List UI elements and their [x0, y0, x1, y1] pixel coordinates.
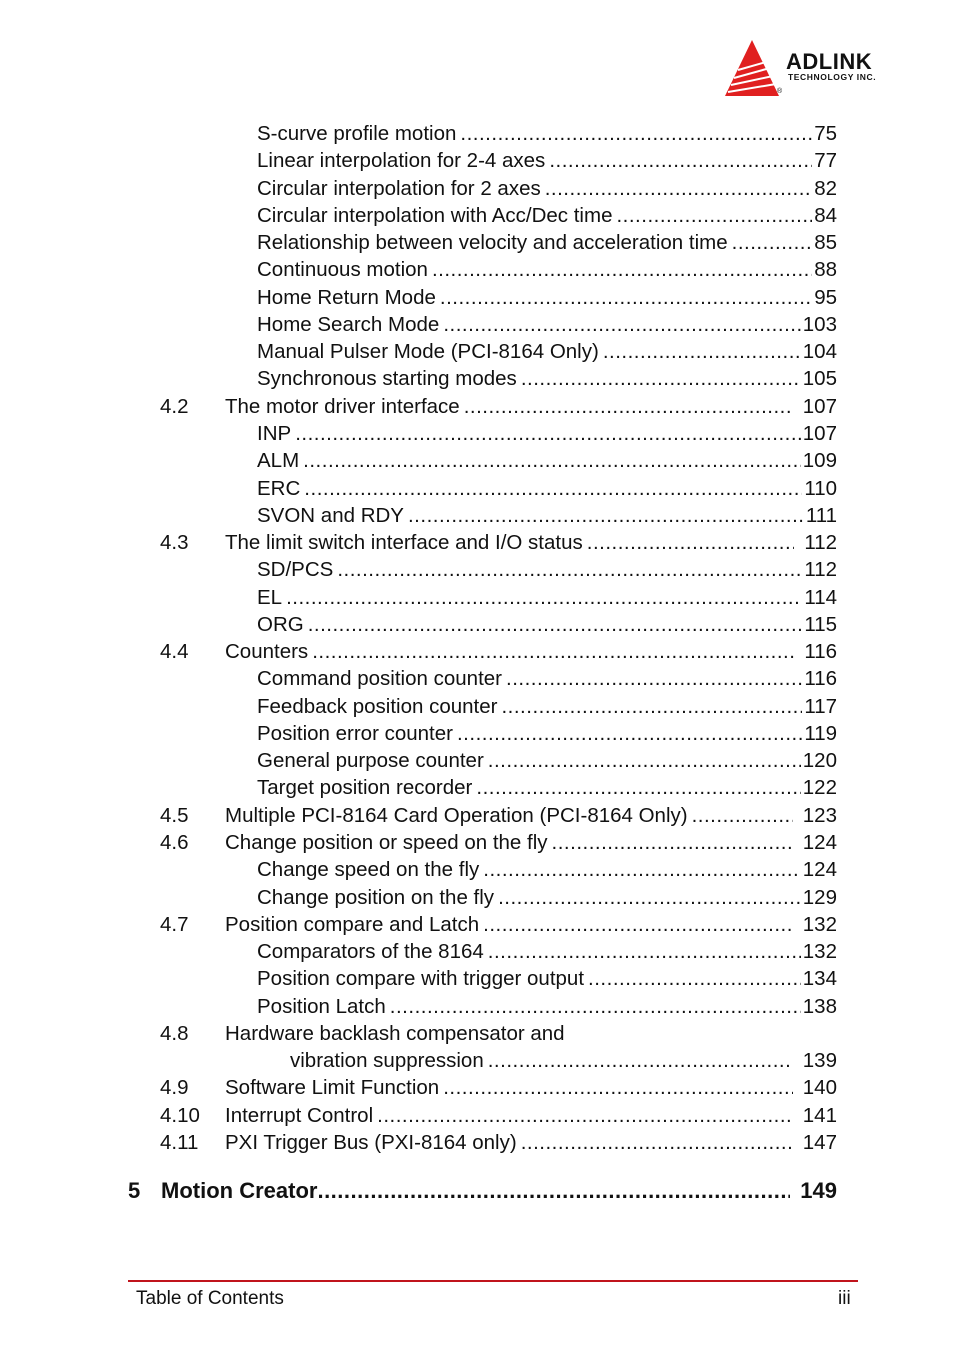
entry-title: Change position on the fly [257, 884, 498, 911]
entry-title: Circular interpolation with Acc/Dec time [257, 202, 616, 229]
dot-leader [483, 856, 801, 883]
entry-title: Change speed on the fly [257, 856, 483, 883]
section-number: 4.3 [160, 531, 189, 555]
dot-leader [549, 147, 812, 174]
entry-title: Home Search Mode [257, 311, 443, 338]
entry-page-number: 129 [802, 885, 837, 909]
entry-page-number: 138 [802, 994, 837, 1018]
entry-page-number: 107 [802, 421, 837, 445]
toc-subentry[interactable] [257, 774, 837, 801]
dot-leader [545, 175, 812, 202]
entry-page-number: 139 [793, 1047, 837, 1074]
entry-page-number: 114 [804, 585, 837, 609]
entry-title: The limit switch interface and I/O status [225, 529, 587, 556]
entry-title: Target position recorder [257, 774, 476, 801]
section-number: 4.8 [160, 1021, 189, 1045]
entry-page-number: 132 [802, 940, 837, 964]
entry-title: Comparators of the 8164 [257, 938, 488, 965]
dot-leader [303, 447, 801, 474]
toc-subentry[interactable] [257, 665, 837, 692]
entry-page-number: 134 [802, 967, 837, 991]
toc-section-entry[interactable] [160, 1102, 837, 1129]
section-number: 4.5 [160, 803, 189, 827]
dot-leader [483, 911, 793, 938]
section-number: 4.4 [160, 640, 189, 664]
entry-title: Position Latch [257, 993, 390, 1020]
toc-section-entry[interactable] [160, 802, 837, 829]
dot-leader [440, 284, 812, 311]
entry-title: ORG [257, 611, 308, 638]
dot-leader [521, 365, 801, 392]
entry-page-number: 115 [804, 612, 837, 636]
dot-leader [587, 529, 795, 556]
chapter-number: 5 [128, 1178, 141, 1203]
section-number: 4.11 [160, 1130, 199, 1154]
entry-title: Circular interpolation for 2 axes [257, 175, 545, 202]
dot-leader [308, 611, 803, 638]
entry-page-number: 122 [802, 776, 837, 800]
entry-page-number: 105 [802, 367, 837, 391]
entry-page-number: 95 [814, 285, 837, 309]
entry-title: SD/PCS [257, 556, 337, 583]
chapter-page: 149 [800, 1178, 837, 1203]
entry-title: Multiple PCI-8164 Card Operation (PCI-8164 Only) [225, 802, 692, 829]
entry-title: Hardware backlash compensator and [225, 1020, 569, 1047]
toc-subentry[interactable] [257, 311, 837, 338]
entry-title: Continuous motion [257, 256, 432, 283]
toc-subentry[interactable] [257, 365, 837, 392]
toc-subentry[interactable] [257, 256, 837, 283]
dot-leader [390, 993, 801, 1020]
toc-subentry[interactable] [257, 229, 837, 256]
dot-leader [506, 665, 802, 692]
entry-page-number: 84 [814, 203, 837, 227]
toc-subentry[interactable] [257, 447, 837, 474]
toc-section-entry[interactable] [160, 911, 837, 938]
entry-page-number: 116 [794, 638, 837, 665]
entry-page-number: 140 [793, 1074, 837, 1101]
dot-leader [317, 1178, 790, 1204]
entry-title: ERC [257, 475, 304, 502]
entry-title: Synchronous starting modes [257, 365, 521, 392]
dot-leader [552, 829, 793, 856]
entry-page-number: 116 [804, 667, 837, 691]
dot-leader [443, 311, 800, 338]
section-number: 4.9 [160, 1076, 189, 1100]
entry-title: ALM [257, 447, 303, 474]
toc-section-entry[interactable] [160, 1074, 837, 1101]
dot-leader [457, 720, 802, 747]
toc-subentry[interactable] [257, 338, 837, 365]
toc-subentry[interactable] [257, 884, 837, 911]
toc-subentry[interactable] [257, 202, 837, 229]
toc-section-entry[interactable] [160, 638, 837, 665]
logo-wordmark: ADLINK [786, 49, 873, 74]
toc-subentry[interactable] [257, 584, 837, 611]
dot-leader [476, 774, 800, 801]
section-number: 4.10 [160, 1103, 200, 1127]
toc-subentry[interactable] [257, 475, 837, 502]
entry-title: Feedback position counter [257, 693, 501, 720]
adlink-triangle-icon [722, 38, 782, 100]
dot-leader [312, 638, 794, 665]
entry-title: PXI Trigger Bus (PXI-8164 only) [225, 1129, 521, 1156]
entry-page-number: 132 [793, 911, 837, 938]
dot-leader [377, 1102, 793, 1129]
dot-leader [295, 420, 801, 447]
toc-subentry[interactable] [257, 284, 837, 311]
dot-leader [488, 1047, 793, 1074]
entry-page-number: 120 [802, 749, 837, 773]
dot-leader [464, 393, 793, 420]
adlink-logo [722, 38, 912, 100]
entry-page-number: 147 [793, 1129, 837, 1156]
entry-page-number: 110 [804, 476, 837, 500]
entry-page-number: 75 [814, 122, 837, 145]
dot-leader [521, 1129, 793, 1156]
toc-section-entry[interactable] [160, 529, 837, 556]
chapter-entry[interactable] [128, 1178, 837, 1210]
entry-title: Position compare with trigger output [257, 965, 588, 992]
entry-title: The motor driver interface [225, 393, 464, 420]
toc-section-entry[interactable] [160, 1129, 837, 1156]
entry-page-number: 109 [802, 449, 837, 473]
toc-section-entry[interactable] [160, 1020, 837, 1047]
dot-leader [286, 584, 802, 611]
dot-leader [692, 802, 793, 829]
toc-subentry[interactable] [257, 420, 837, 447]
entry-title: Position error counter [257, 720, 457, 747]
toc-subentry[interactable] [257, 747, 837, 774]
dot-leader [337, 556, 802, 583]
section-number: 4.2 [160, 394, 189, 418]
footer-rule [128, 1280, 858, 1282]
dot-leader [304, 475, 802, 502]
entry-title: Linear interpolation for 2-4 axes [257, 147, 549, 174]
toc-section-entry[interactable] [225, 1047, 837, 1074]
dot-leader [443, 1074, 793, 1101]
footer-title: Table of Contents [136, 1288, 284, 1309]
section-number: 4.6 [160, 831, 189, 855]
dot-leader [732, 229, 813, 256]
entry-page-number: 107 [793, 393, 837, 420]
entry-page-number: 82 [814, 176, 837, 200]
toc-subentry[interactable] [257, 556, 837, 583]
toc-subentry[interactable] [257, 993, 837, 1020]
entry-title: Change position or speed on the fly [225, 829, 552, 856]
dot-leader [488, 938, 801, 965]
logo-tagline: TECHNOLOGY INC. [788, 72, 877, 82]
dot-leader [408, 502, 804, 529]
dot-leader [460, 120, 812, 147]
dot-leader [616, 202, 812, 229]
entry-page-number: 111 [805, 503, 837, 527]
entry-title: Interrupt Control [225, 1102, 377, 1129]
entry-title: Manual Pulser Mode (PCI-8164 Only) [257, 338, 603, 365]
entry-title: INP [257, 420, 295, 447]
toc-subentry[interactable] [257, 147, 837, 174]
entry-page-number: 104 [802, 340, 837, 364]
entry-page-number: 103 [802, 312, 837, 336]
toc-subentry[interactable] [257, 856, 837, 883]
entry-page-number: 124 [802, 858, 837, 882]
dot-leader [588, 965, 801, 992]
toc-subentry[interactable] [257, 693, 837, 720]
entry-page-number: 77 [814, 149, 837, 173]
entry-page-number: 112 [804, 558, 837, 582]
toc-subentry[interactable] [257, 720, 837, 747]
entry-title: Home Return Mode [257, 284, 440, 311]
entry-title: SVON and RDY [257, 502, 408, 529]
entry-title: Software Limit Function [225, 1074, 443, 1101]
toc-subentry[interactable] [257, 502, 837, 529]
entry-page-number: 141 [793, 1102, 837, 1129]
entry-title: EL [257, 584, 286, 611]
entry-title: S-curve profile motion [257, 120, 460, 147]
toc-subentry[interactable] [257, 611, 837, 638]
entry-title: vibration suppression [290, 1047, 488, 1074]
entry-page-number: 119 [804, 721, 837, 745]
toc-section-entry[interactable] [160, 829, 837, 856]
dot-leader [488, 747, 801, 774]
dot-leader [432, 256, 812, 283]
entry-title: General purpose counter [257, 747, 488, 774]
dot-leader [603, 338, 801, 365]
entry-title: Counters [225, 638, 312, 665]
entry-page-number: 123 [793, 802, 837, 829]
entry-page-number: 117 [804, 694, 837, 718]
entry-page-number: 112 [794, 529, 837, 556]
entry-page-number: 85 [814, 231, 837, 255]
footer-page-number: iii [838, 1288, 851, 1309]
logo-registered-mark: ® [777, 88, 783, 95]
toc-subentry[interactable] [257, 938, 837, 965]
entry-page-number: 124 [793, 829, 837, 856]
chapter-title: Motion Creator [161, 1178, 318, 1203]
dot-leader [501, 693, 802, 720]
section-number: 4.7 [160, 912, 189, 936]
dot-leader [498, 884, 801, 911]
toc-section-entry[interactable] [160, 393, 837, 420]
toc-subentry[interactable] [257, 120, 837, 147]
toc-subentry[interactable] [257, 175, 837, 202]
entry-title: Relationship between velocity and acceleration time [257, 229, 732, 256]
entry-title: Command position counter [257, 665, 506, 692]
entry-page-number: 88 [814, 258, 837, 282]
toc-subentry[interactable] [257, 965, 837, 992]
entry-title: Position compare and Latch [225, 911, 483, 938]
